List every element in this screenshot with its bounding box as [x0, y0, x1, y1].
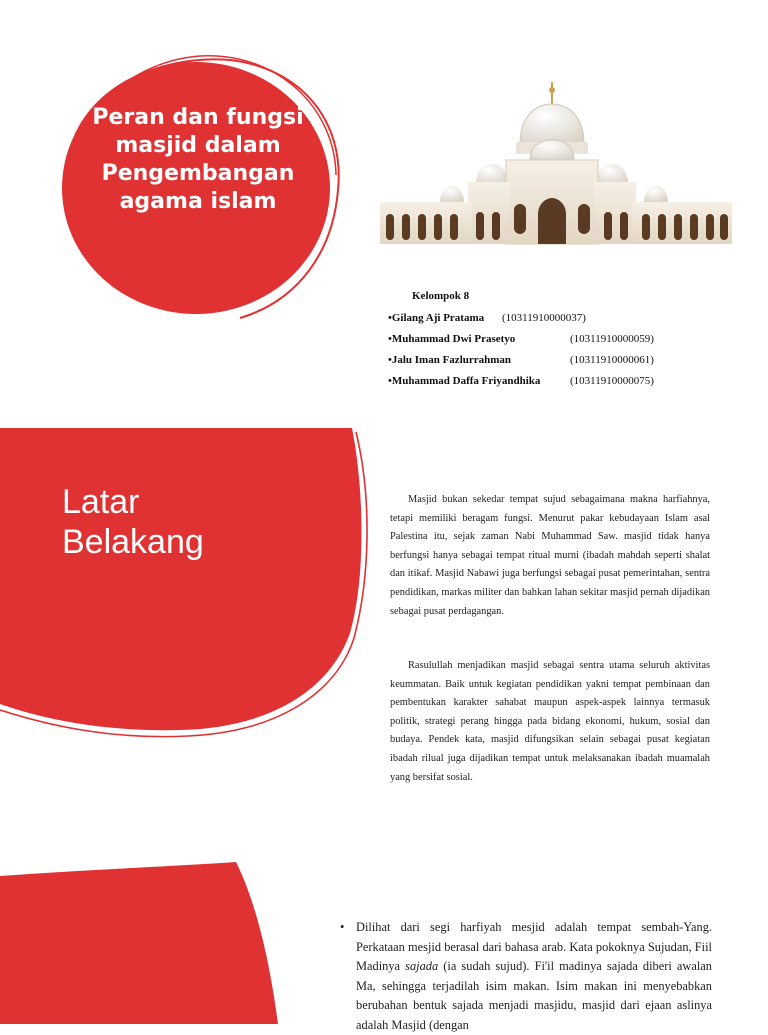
section-title-line: Belakang [62, 523, 204, 561]
text-segment: Dilihat dari segi harfiyah mesjid adalah tempat sembah-Yang. Perkataan mesjid berasal dari bahasa arab. Kata pokoknya Sujudan, Fiil Madinya [356, 920, 712, 973]
slide-definition [0, 862, 768, 1032]
slide-title [0, 0, 768, 420]
paragraph: Masjid bukan sekedar tempat sujud sebagaimana makna harfiahnya, tetapi memiliki beragam fungsi. Menurut pakar kebudayaan Islam asal Palestina itu, sejak zaman Nabi Muhammad Saw. masjid tidak hanya berfungsi hanya sebagai tempat ritual murni (ibadah mahdah seperti shalat dan itikaf. Masjid Nabawi juga berfungsi sebagai pusat pemerintahan, sentra pendidikan, markas militer dan bahkan lahan sekitar masjid pernah dijadikan sebagai pusat perdagangan. [390, 494, 710, 617]
paragraph: Rasulullah menjadikan masjid sebagai sentra utama seluruh aktivitas keummatan. Baik untuk kegiatan pendidikan yakni tempat pembinaan dan pembentukan karakter sahabat maupun aspek-aspek lainnya termasuk politik, strategi perang hingga pada bidang ekonomi, hukum, sosial dan budaya. Pendek kata, masjid difungsikan selain sebagai pusat kegiatan ibadah rilual juga dijadikan tempat untuk melaksanakan ibadah muamalah yang bersifat sosial. [390, 660, 710, 783]
bullet-marker: • [340, 920, 345, 934]
member-nim: (10311910000075) [570, 375, 654, 387]
italic-term: sajada [405, 959, 439, 973]
member-row [388, 354, 718, 370]
mosque-illustration [380, 74, 732, 246]
text-segment: (ia sudah sujud). Fi'il madinya sajada diberi awalan Ma, sehingga terjadilah isim makan. Isim makan ini menyebabkan berubahan bentuk sajada menjadi masjidu, masjid dari ejaan aslinya adalah Masjid (dengan [356, 959, 712, 1032]
section-title-line: Latar [62, 483, 140, 521]
page-title: Peran dan fungsi masjid dalam Pengembangan agama islam [92, 105, 304, 214]
member-name: •Jalu Iman Fazlurrahman [388, 354, 512, 366]
member-nim: (10311910000059) [570, 333, 654, 345]
member-nim: (10311910000037) [502, 312, 586, 324]
section-shape [0, 862, 300, 1024]
member-name: •Muhammad Dwi Prasetyo [388, 333, 516, 345]
member-name: •Gilang Aji Pratama [388, 312, 485, 324]
member-row [388, 333, 718, 349]
member-row [388, 375, 718, 391]
member-nim: (10311910000061) [570, 354, 654, 366]
slide-latar-belakang [0, 428, 768, 853]
section-title [62, 482, 204, 562]
group-title: Kelompok 8 [412, 290, 470, 302]
member-row [388, 312, 718, 328]
member-name: •Muhammad Daffa Friyandhika [388, 375, 541, 387]
list-item [356, 918, 712, 1035]
